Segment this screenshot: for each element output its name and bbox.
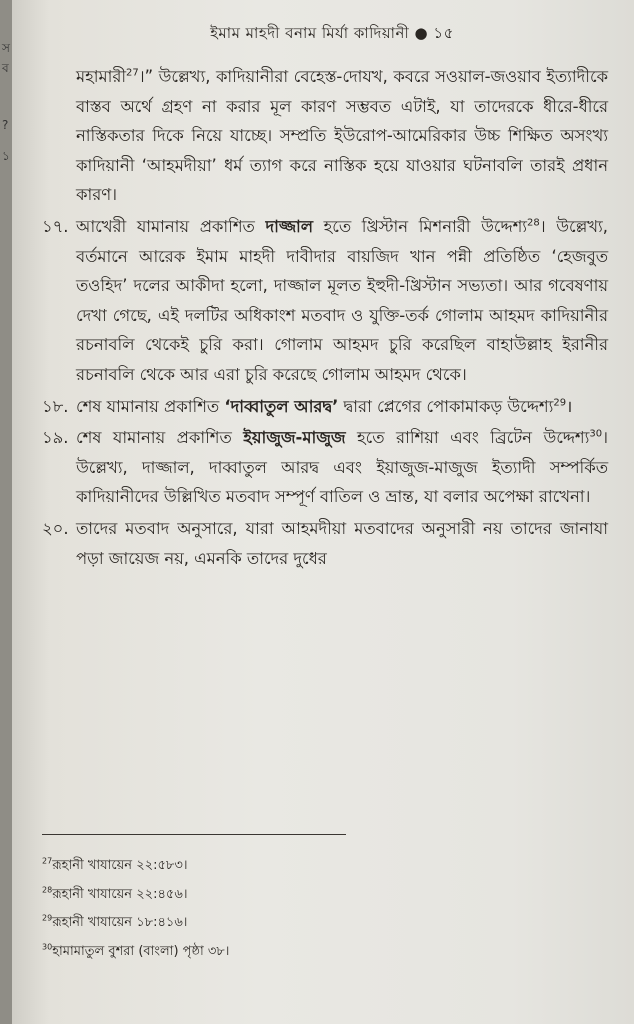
text-run: । উল্লেখ্য, বর্তমানে আরেক ইমাম মাহদী দাবীদার বায়জিদ খান পন্নী প্রতিষ্ঠিত ‘হেজবুত তওহিদ’ দলের আকীদা হলো, দাজ্জাল মূলত ইহুদী-খ্রিস্টান সভ্যতা। আর গবেষণায় দেখা গেছে, এই দলটির অধিকাংশ মতবাদ ও যুক্তি-তর্ক গোলাম আহমদ কাদিয়ানীর রচনাবলি থেকেই চুরি করা। গোলাম আহমদ চুরি করেছিল বাহাউল্লাহ ইরানীর রচনাবলি থেকে আর এরা চুরি করেছে গোলাম আহমদ থেকে। — [76, 216, 609, 384]
text-run: । উল্লেখ্য, দাজ্জাল, দাব্বাতুল আরদ্ব এবং ইয়াজুজ-মাজুজ ইত্যাদী সম্পর্কিত কাদিয়ানীদের উল্লিখিত মতবাদ সম্পূর্ণ বাতিল ও ভ্রান্ত, যা বলার অপেক্ষা রাখেনা। — [76, 428, 608, 507]
footnote-marker: 30 — [42, 942, 53, 952]
list-item — [42, 423, 608, 512]
footnote-marker: 27 — [42, 856, 53, 866]
item-number: ১৭. — [42, 216, 69, 236]
item-text — [76, 423, 608, 512]
running-header — [52, 22, 612, 47]
bold-term: ইয়াজুজ-মাজুজ — [243, 428, 346, 448]
item-number: ১৮. — [42, 396, 69, 416]
paragraph-text: মহামারী — [76, 67, 127, 86]
item-number: ১৯. — [42, 428, 69, 448]
margin-mark: ? — [2, 118, 9, 132]
margin-mark: ব — [2, 61, 9, 75]
header-separator: ● — [414, 24, 429, 42]
item-number: ২০. — [42, 518, 69, 538]
footnote — [42, 881, 442, 910]
text-run: শেষ যামানায় প্রকাশিত — [76, 428, 244, 448]
footnote — [42, 909, 442, 938]
item-text: তাদের মতবাদ অনুসারে, যারা আহমদীয়া মতবাদের অনুসারী নয় তাদের জানাযা পড়া জায়েজ নয়, এমনকি তাদের দুধের — [76, 518, 608, 568]
item-text — [76, 212, 608, 390]
text-run: হতে রাশিয়া এবং ব্রিটেন উদ্দেশ্য — [345, 428, 590, 448]
footnote-ref[interactable]: 29 — [553, 397, 567, 409]
footnote — [42, 852, 442, 881]
footnote-text: হামামাতুল বুশরা (বাংলা) পৃষ্ঠা ৩৮। — [52, 943, 230, 959]
page-body — [42, 62, 609, 959]
text-run: আখেরী যামানায় প্রকাশিত — [76, 216, 266, 236]
margin-mark: ১ — [2, 149, 10, 163]
footnote-text: রূহানী খাযায়েন ২২:৪৫৬। — [52, 886, 188, 902]
header-title: ইমাম মাহদী বনাম মির্যা কাদিয়ানী — [210, 24, 410, 42]
text-run: । — [566, 396, 573, 416]
continued-paragraph — [42, 62, 608, 210]
item-text — [76, 392, 608, 422]
footnote-text: রূহানী খাযায়েন ১৮:৪১৬। — [52, 915, 188, 931]
footnote-ref[interactable]: 27 — [126, 67, 139, 79]
footnotes — [42, 852, 442, 966]
text-run: দ্বারা প্লেগের পোকামাকড় উদ্দেশ্য — [338, 396, 554, 416]
left-page-edge — [0, 0, 12, 1024]
footnote-ref[interactable]: 30 — [589, 428, 603, 440]
footnote-marker: 28 — [42, 885, 53, 895]
bold-term: দাজ্জাল — [265, 216, 314, 236]
footnote-marker: 29 — [42, 913, 53, 923]
paragraph-text: ।” উল্লেখ্য, কাদিয়ানীরা বেহেস্ত-দোযখ, কবরে সওয়াল-জওয়াব ইত্যাদীকে বাস্তব অর্থে গ্রহণ না করার মূল কারণ সম্ভবত এটাই, যা তাদেরকে ধীরে-ধীরে নাস্তিকতার দিকে নিয়ে যাচ্ছে। সম্প্রতি ইউরোপ-আমেরিকার উচ্চ শিক্ষিত অসংখ্য কাদিয়ানী ‘আহমদীয়া’ ধর্ম ত্যাগ করে নাস্তিক হয়ে যাওয়ার ঘটনাবলি তারই প্রধান কারণ। — [76, 67, 608, 205]
list-item — [42, 514, 608, 573]
text-run: হতে খ্রিস্টান মিশনারী উদ্দেশ্য — [313, 216, 528, 236]
book-page — [12, 0, 634, 1024]
bold-term: ‘দাব্বাতুল আরদ্ব’ — [224, 396, 339, 416]
page-number: ১৫ — [433, 24, 454, 42]
footnote-divider — [42, 834, 346, 835]
text-run: শেষ যামানায় প্রকাশিত — [76, 396, 225, 416]
list-item — [42, 392, 608, 422]
margin-mark: স — [2, 41, 10, 55]
footnote — [42, 938, 442, 967]
footnote-text: রূহানী খাযায়েন ২২:৫৮৩। — [52, 858, 188, 873]
footnote-ref[interactable]: 28 — [527, 217, 540, 229]
list-item — [42, 212, 608, 390]
